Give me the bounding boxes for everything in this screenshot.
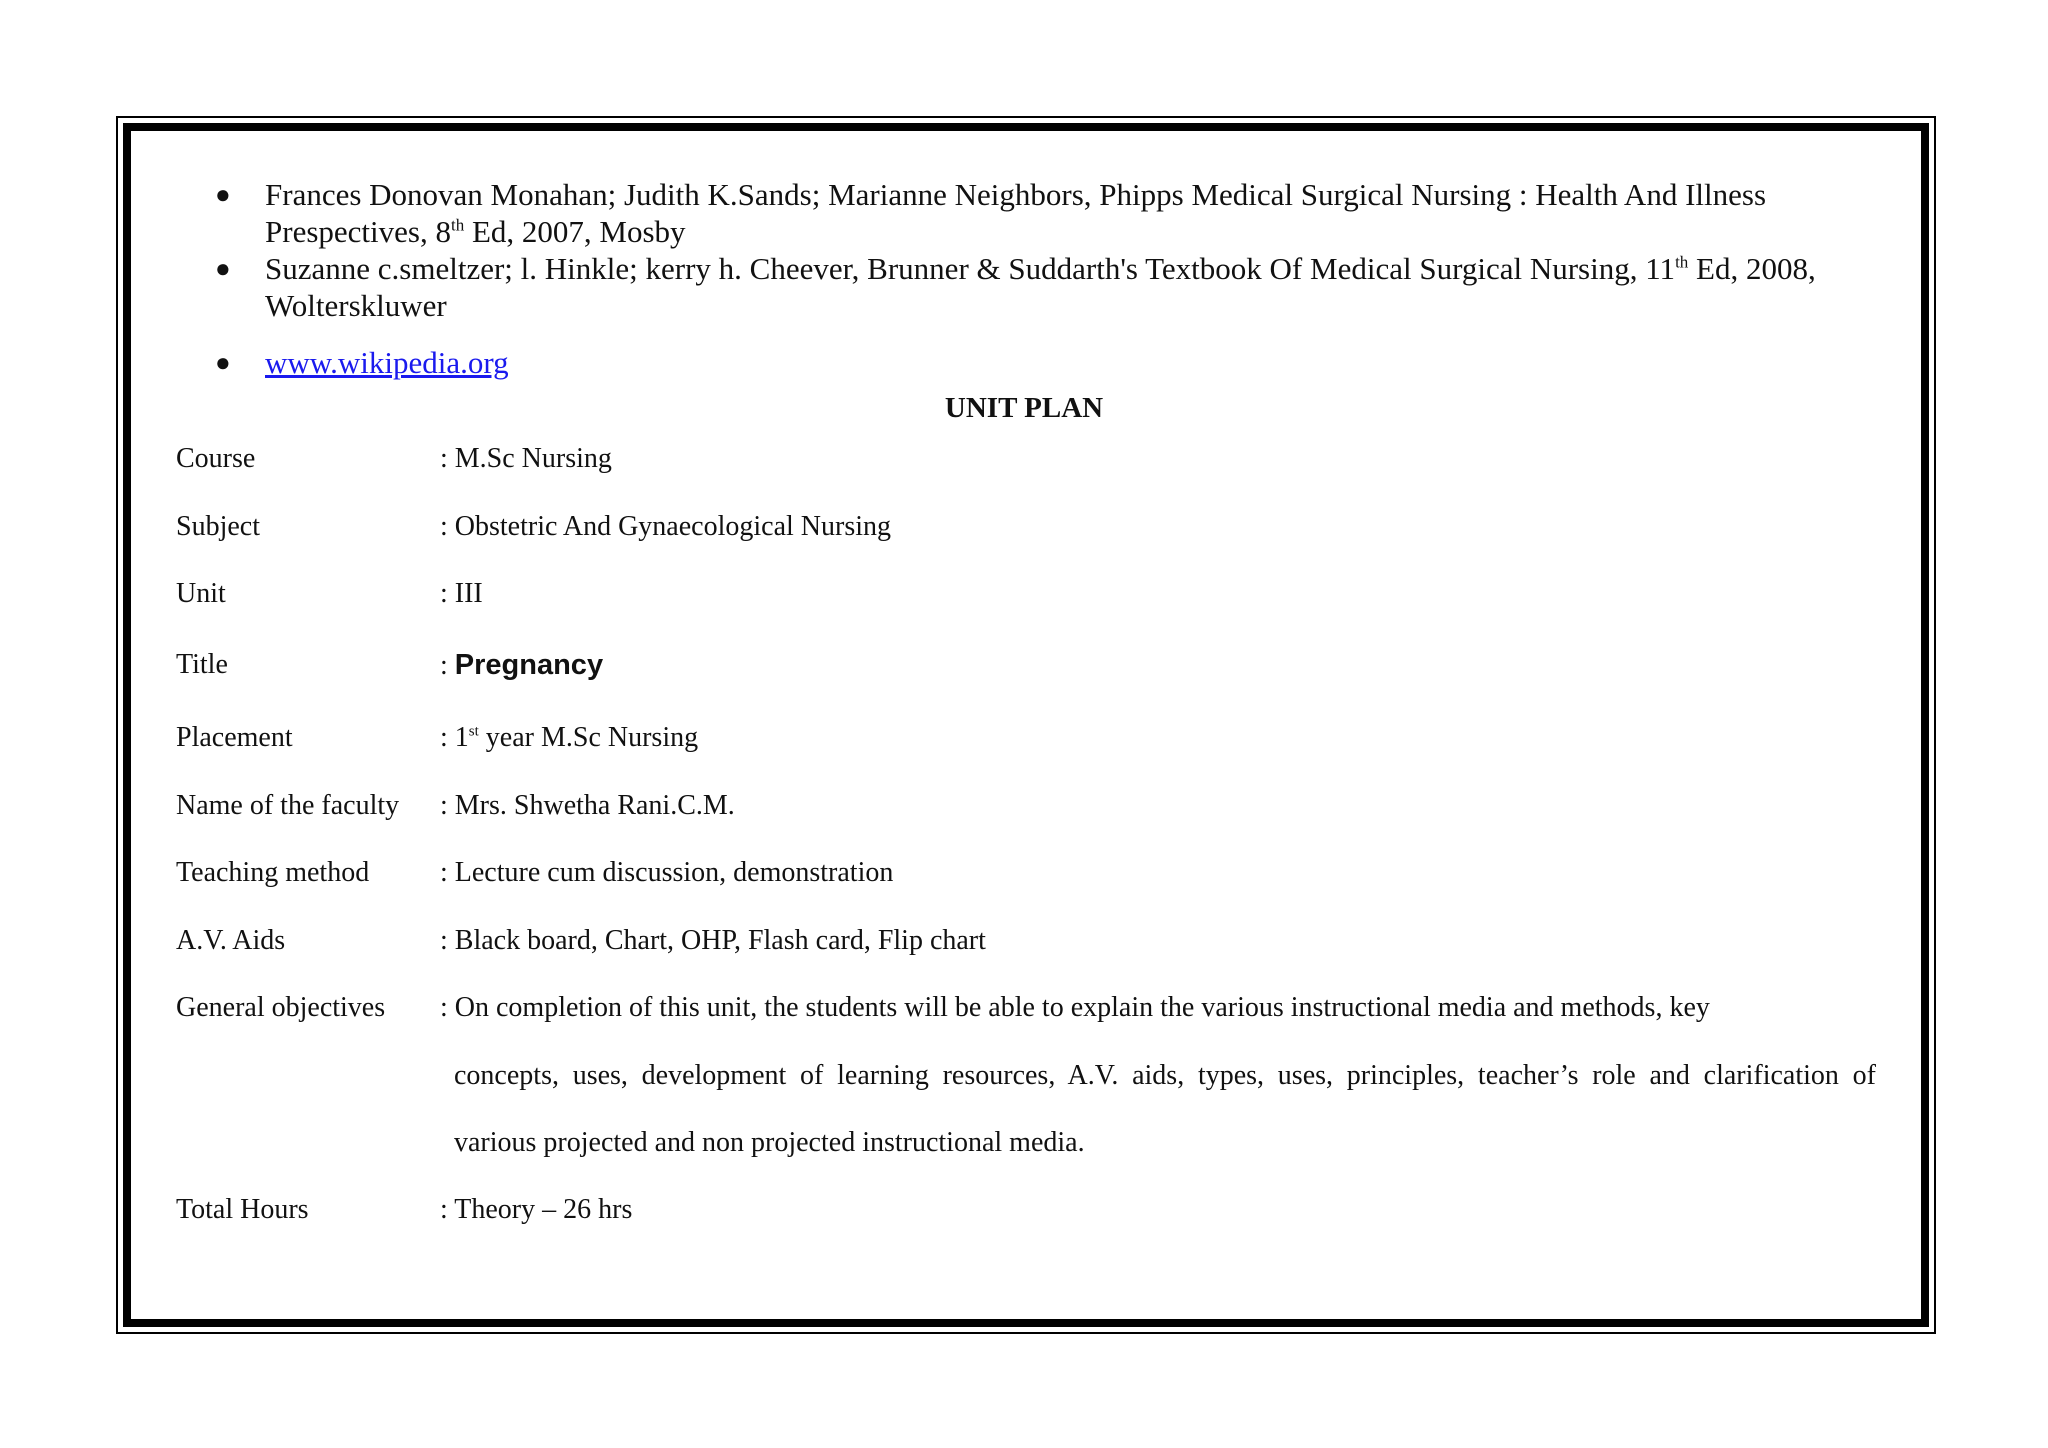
reference-item [215,344,1895,381]
field-label: Total Hours [176,1194,309,1225]
field-value: : III [440,578,483,609]
objectives-continuation: concepts, uses, development of learning resources, A.V. aids, types, uses, principles, teacher’s role and clarification of [454,1060,1876,1091]
superscript: st [468,723,479,740]
superscript: th [450,215,465,235]
reference-list [215,176,1895,381]
field-label: Name of the faculty [176,790,400,821]
reference-text: Ed, 2008, [1688,251,1816,286]
superscript: th [1675,252,1689,272]
field-prefix: : [440,650,455,681]
field-value: : Mrs. Shwetha Rani.C.M. [440,790,735,821]
bullet-icon: ● [215,180,231,209]
field-label: A.V. Aids [176,925,286,956]
field-value: : Obstetric And Gynaecological Nursing [440,511,892,542]
reference-text: Ed, 2007, Mosby [464,214,686,249]
reference-text: Wolterskluwer [265,288,447,323]
field-value [440,721,698,755]
field-label: Subject [176,511,260,542]
reference-text: Frances Donovan Monahan; Judith K.Sands; Marianne Neighbors, Phipps Medical Surgical Nursing : Health And Illness [265,177,1767,212]
field-value: : On completion of this unit, the students will be able to explain the various instructional media and methods, key [440,992,1710,1023]
field-value: : Lecture cum discussion, demonstration [440,857,894,888]
title-value: Pregnancy [454,649,604,681]
field-label: General objectives [176,992,386,1023]
field-value: : Theory – 26 hrs [440,1194,633,1225]
field-prefix: : 1 [440,722,469,753]
unit-plan-heading: UNIT PLAN [944,392,1104,424]
field-value: : Black board, Chart, OHP, Flash card, Flip chart [440,925,986,956]
reference-link[interactable]: www.wikipedia.org [265,345,509,380]
field-label: Course [176,443,256,474]
bullet-icon: ● [215,348,231,377]
field-value [440,648,603,683]
field-label: Title [176,649,228,680]
objectives-continuation: various projected and non projected instructional media. [454,1127,1085,1158]
field-label: Teaching method [176,857,370,888]
reference-item [215,176,1895,250]
reference-text: Prespectives, 8 [265,214,451,249]
reference-item [215,250,1895,324]
field-suffix: year M.Sc Nursing [478,722,699,753]
field-label: Unit [176,578,226,609]
field-value: : M.Sc Nursing [440,443,612,474]
field-label: Placement [176,722,293,753]
reference-text: Suzanne c.smeltzer; l. Hinkle; kerry h. Cheever, Brunner & Suddarth's Textbook Of Medical Surgical Nursing, 11 [265,251,1676,286]
bullet-icon: ● [215,254,231,283]
